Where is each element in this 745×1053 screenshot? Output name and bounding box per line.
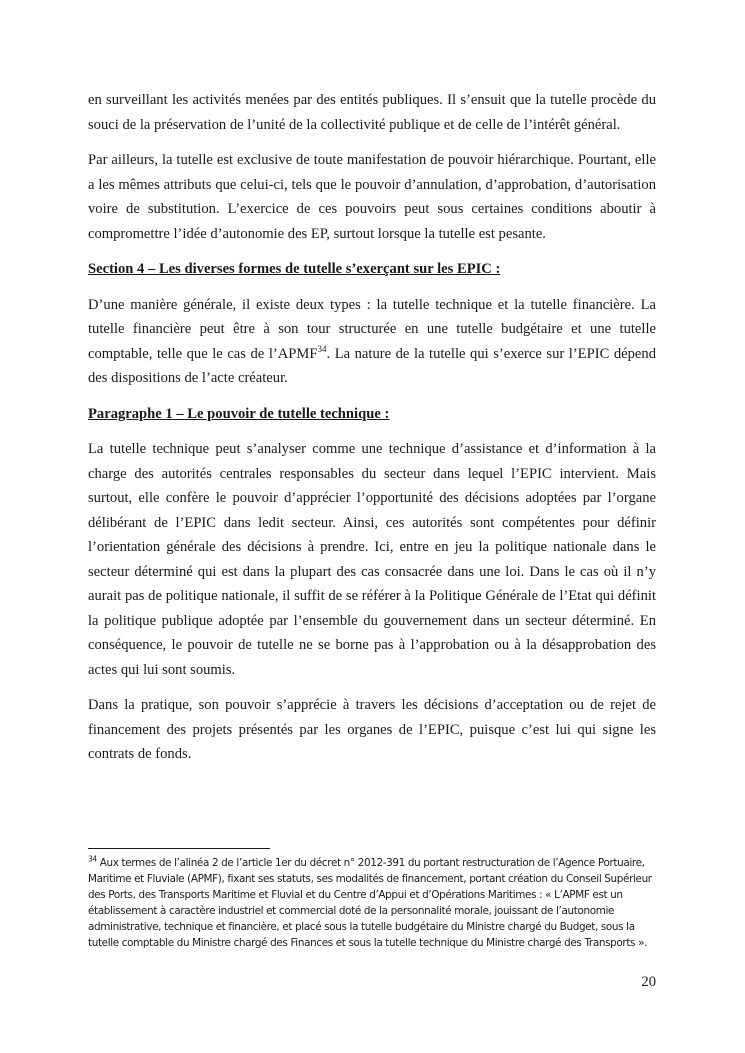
- section-4-heading: Section 4 – Les diverses formes de tutelle s’exerçant sur les EPIC :: [88, 261, 501, 277]
- footnote-34: [88, 855, 658, 951]
- paragraph-tutelle-hierarchie: Par ailleurs, la tutelle est exclusive de toute manifestation de pouvoir hiérarchique. Pourtant, elle a les mêmes attributs que celui-ci, tels que le pouvoir d’annulation, d’approbation, d’autorisation voire de substitution. L’exercice de ces pouvoirs peut sous certaines conditions aboutir à compromettre l’idée d’autonomie des EP, surtout lorsque la tutelle est pesante.: [88, 152, 656, 242]
- footnote-reference-34[interactable]: 34: [317, 343, 327, 354]
- footnote-separator: [88, 848, 270, 849]
- paragraph-types-tutelle-text-2: . La nature de la tutelle qui s’exerce sur l’EPIC dépend des dispositions de l’acte créateur.: [88, 345, 656, 386]
- paragraph-pratique: Dans la pratique, son pouvoir s’apprécie à travers les décisions d’acceptation ou de rejet de financement des projets présentés par les organes de l’EPIC, puisque c’est lui qui signe les contrats de fonds.: [88, 697, 656, 762]
- footnote-number: 34: [88, 854, 97, 864]
- paragraph-tutelle-intro: en surveillant les activités menées par des entités publiques. Il s’ensuit que la tutelle procède du souci de la préservation de l’unité de la collectivité publique et de celle de l’intérêt général.: [88, 92, 656, 133]
- page-number: 20: [641, 974, 656, 990]
- paragraph-1-heading: Paragraphe 1 – Le pouvoir de tutelle technique :: [88, 405, 390, 422]
- paragraph-tutelle-technique: La tutelle technique peut s’analyser comme une technique d’assistance et d’information à la charge des autorités centrales responsables du secteur dans lequel l’EPIC intervient. Mais surtout, elle confère le pouvoir d’apprécier l’opportunité des décisions adoptées par l’organe délibérant de l’EPIC dans ledit secteur. Ainsi, ces autorités sont compétentes pour définir l’orientation générale des décisions à prendre. Ici, entre en jeu la politique nationale dans le secteur déterminé qui est dans la plupart des cas consacrée dans une loi. Dans le cas où il n’y aurait pas de politique nationale, il suffit de se référer à la Politique Générale de l’Etat qui définit la politique publique adoptée par l’ensemble du gouvernement dans un secteur déterminé. En conséquence, le pouvoir de tutelle ne se borne pas à l’approbation ou à la désapprobation des actes qui lui sont soumis.: [88, 441, 656, 678]
- document-body: [88, 88, 656, 778]
- footnote-text: Aux termes de l’alinéa 2 de l’article 1er du décret n° 2012-391 du portant restructuration de l’Agence Portuaire, Maritime et Fluviale (APMF), fixant ses statuts, ses modalités de financement, portant création du Conseil Supérieur des Ports, des Transports Maritime et Fluvial et du Centre d’Appui et d’Opérations Maritimes : « L’APMF est un établissement à caractère industriel et commercial doté de la personnalité morale, jouissant de l’autonomie administrative, technique et financière, et placé sous la tutelle budgétaire du Ministre chargé du Budget, sous la tutelle comptable du Ministre chargé des Finances et sous la tutelle technique du Ministre chargé des Transports ».: [88, 857, 652, 949]
- paragraph-types-tutelle-text-1: D’une manière générale, il existe deux types : la tutelle technique et la tutelle financière. La tutelle financière peut être à son tour structurée en une tutelle budgétaire et une tutelle comptable, telle que le cas de l’APMF: [88, 296, 656, 362]
- paragraph-types-tutelle: [88, 293, 656, 391]
